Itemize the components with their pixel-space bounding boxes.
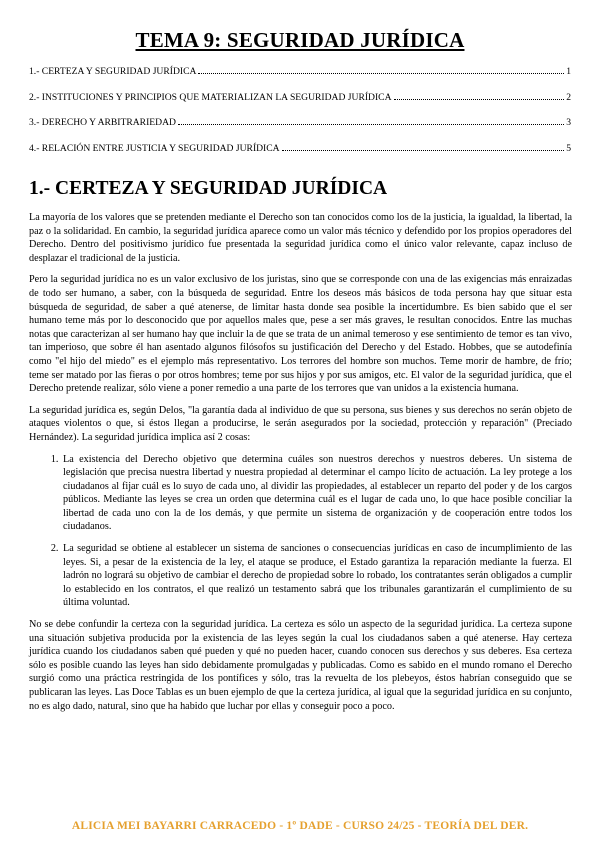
toc-entry-page: 3 (566, 117, 571, 128)
paragraph: No se debe confundir la certeza con la seguridad jurídica. La certeza es sólo un aspecto de la seguridad jurídica. La certeza supone una situación subjetiva producida por la existencia de las leyes según la cual los ciudadanos saben a qué atenerse. Hay certeza jurídica cuando los ciudadanos saben qué pueden y qué no pueden hacer, cuando conocen sus derechos y sus deberes. Esa certeza sólo es posible cuando las leyes han sido debidamente promulgadas y publicadas. Como es sabido en el mundo romano el Derecho surgió como una práctica restringida de los pontífices y sólo, tras la revuelta de los plebeyos, éstos habrían conseguido que se publicaran las leyes. Las Doce Tablas es un buen ejemplo de que la certeza jurídica, al igual que la seguridad jurídica en su conjunto, no es algo dado, natural, sino que ha habido que luchar por ellas y conseguir poco a poco. (29, 619, 572, 712)
toc-entry-page: 2 (566, 91, 571, 103)
page-title: TEMA 9: SEGURIDAD JURÍDICA (135, 28, 465, 52)
toc-entry[interactable] (29, 92, 571, 118)
toc-entry-label: 2.- INSTITUCIONES Y PRINCIPIOS QUE MATERIALIZAN LA SEGURIDAD JURÍDICA (29, 91, 392, 103)
toc-entry-label: 1.- CERTEZA Y SEGURIDAD JURÍDICA (29, 66, 197, 77)
paragraph: La seguridad jurídica es, según Delos, "la garantía dada al individuo de que su persona, sus bienes y sus derechos no serán objeto de ataques violentos o que, si éstos llegan a producirse, le serán asegurados por la sociedad, protección y reparación" (Preciado Hernández). La seguridad jurídica implica así 2 cosas: (29, 404, 572, 443)
toc-leader-dots (198, 73, 564, 74)
numbered-list (29, 453, 572, 611)
body-text (29, 211, 572, 721)
toc-leader-dots (178, 124, 564, 125)
paragraph: La mayoría de los valores que se pretenden mediante el Derecho son tan conocidos como los de la justicia, la igualdad, la libertad, la paz o la solidaridad. En cambio, la seguridad jurídica aparece como un valor más técnico y defendido por los propios operadores del Derecho. Dentro del positivismo jurídico fue presentada la seguridad jurídica como el único valor relevante, capaz incluso de desplazar el tradicional de la justicia. (29, 212, 572, 264)
toc-entry-label: 3.- DERECHO Y ARBITRARIEDAD (29, 117, 176, 128)
section-heading: 1.- CERTEZA Y SEGURIDAD JURÍDICA (29, 178, 388, 199)
toc-entry-page: 1 (566, 66, 571, 77)
table-of-contents (29, 66, 571, 168)
toc-entry-page: 5 (566, 142, 571, 154)
list-item: 2. La seguridad se obtiene al establecer un sistema de sanciones o consecuencias jurídicas en caso de incumplimiento de las leyes. Si, a pesar de la existencia de la ley, el ataque se produce, el Estado garantiza la reparación mediante la fuerza. El ladrón no logrará su objetivo de cambiar el derecho de propiedad sobre lo robado, los contratantes serán obligados a cumplir lo establecido en los contratos, el que realizó un testamento sabrá que los tribunales garantizarán el cumplimiento de su última voluntad. (61, 542, 572, 610)
toc-entry[interactable] (29, 143, 571, 169)
toc-leader-dots (394, 99, 565, 100)
toc-entry[interactable] (29, 66, 571, 92)
toc-leader-dots (282, 150, 565, 151)
paragraph: Pero la seguridad jurídica no es un valor exclusivo de los juristas, sino que se corresponde con una de las exigencias más enraizadas de todo ser humano, a saber, con la búsqueda de seguridad. Entre los deseos más básicos de toda persona hay que situar esta búsqueda de seguridad, de saber a qué atenerse, de limitar hasta donde sea posible la incertidumbre. Es bien sabido que el ser humano teme más por lo desconocido que por aquellos males que, pese a ser más graves, le resultan conocidos. Entre las muchas notas que caracterizan al ser humano hay que incluir la de que se trata de un animal temeroso y ese sentimiento de temor es tan vivo, tan imperioso, que sobre él han asentado algunos filósofos su justificación del Derecho y del Estado. Hobbes, que se autodefinía como "el hijo del miedo" es el ejemplo más representativo. Los terrores del hombre son muchos. Teme morir de hambre, de frío; teme ser matado por las fieras o por otros hombres; teme por sus hijos y por sus amigos, etc. El valor de la seguridad jurídica, que el Derecho pretende realizar, sólo viene a poner remedio a una parte de los terrores que van unidos a la existencia humana. (29, 274, 572, 395)
toc-entry[interactable] (29, 117, 571, 143)
list-item: 1. La existencia del Derecho objetivo que determina cuáles son nuestros derechos y nuestros deberes. Un sistema de legislación que precisa nuestra libertad y nuestra propiedad al determinar el campo lícito de actuación. La ley protege a los ciudadanos al fijar cuál es lo suyo de cada uno, al dividir las propiedades, al establecer un reparto del poder y de los cargos públicos. Mediante las leyes se crea un orden que determina cuál es el lugar de cada uno, lo que hace posible conciliar la libertad de cada uno con la de los demás, y que permite un sistema de organización y de cooperación entre todos los ciudadanos. (61, 453, 572, 535)
toc-entry-label: 4.- RELACIÓN ENTRE JUSTICIA Y SEGURIDAD JURÍDICA (29, 142, 280, 154)
page-footer: ALICIA MEI BAYARRI CARRACEDO - 1º DADE - CURSO 24/25 - TEORÍA DEL DER. (71, 820, 529, 832)
